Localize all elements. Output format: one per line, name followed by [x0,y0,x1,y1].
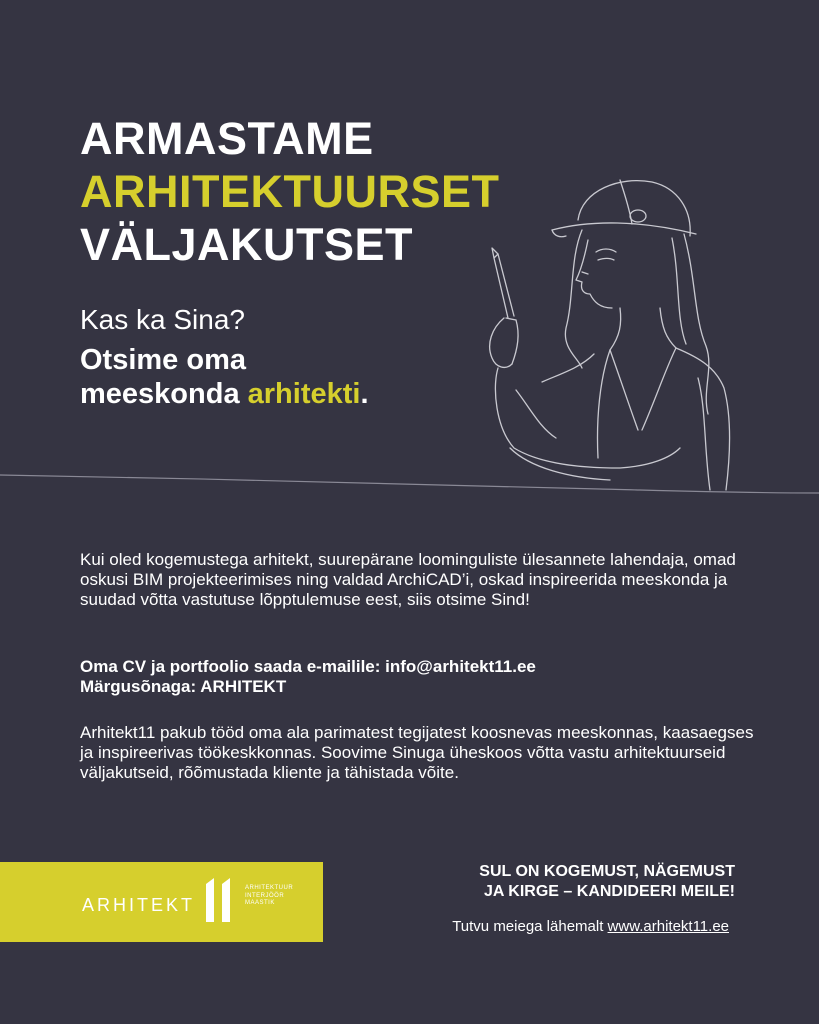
website-link[interactable]: www.arhitekt11.ee [607,918,729,935]
seeking-accent: arhitekti [247,378,361,410]
contact-email-line: Oma CV ja portfoolio saada e-mailile: info@arhitekt11.ee [80,657,536,676]
headline-line-2: ARHITEKTUURSET [80,166,500,217]
architect-woman-illustration-icon [470,168,740,498]
logo-tagline [245,885,293,908]
visit-text [452,918,729,935]
company-logo [0,862,323,942]
seeking-prefix: meeskonda [80,378,248,410]
eleven-logo-mark-icon [198,874,238,926]
seeking-suffix: . [360,378,369,410]
contact-keyword-line: Märgusõnaga: ARHITEKT [80,677,287,696]
offer-paragraph: Arhitekt11 pakub tööd oma ala parimatest tegijatest koosnevas meeskonnas, kaasaegses ja inspireerivas töökeskkonnas. Soovime Sinuga üheskoos võtta vastu arhitektuurseid väljakutseid, rõõmustada kliente ja tähistada võite. [80,723,754,782]
seeking-line-1: Otsime oma [80,344,246,376]
seeking-heading [80,343,369,411]
headline-line-1: ARMASTAME [80,113,374,164]
logo-wordmark: ARHITEKT [82,895,196,915]
call-to-action [479,862,735,902]
contact-info [80,657,760,697]
intro-paragraph: Kui oled kogemustega arhitekt, suurepärane loominguliste ülesannete lahendaja, omad oskusi BIM projekteerimises ning valdad ArchiCAD’i, oskad inspireerida meeskonda ja suudad võtta vastutuse lõpptulemuse eest, siis otsime Sind! [80,550,736,609]
logo-tag-2: INTERJÖÖR [245,892,285,899]
visit-prefix: Tutvu meiega lähemalt [452,918,608,935]
headline [80,112,500,271]
cta-line-1: SUL ON KOGEMUST, NÄGEMUST [479,863,735,880]
seeking-line-2 [80,377,369,411]
logo-tag-3: MAASTIK [245,900,275,906]
headline-line-3: VÄLJAKUTSET [80,219,414,270]
question-text: Kas ka Sina? [80,304,245,335]
logo-tag-1: ARHITEKTUUR [245,885,294,891]
cta-line-2: JA KIRGE – KANDIDEERI MEILE! [484,883,735,900]
divider-line [0,465,819,505]
